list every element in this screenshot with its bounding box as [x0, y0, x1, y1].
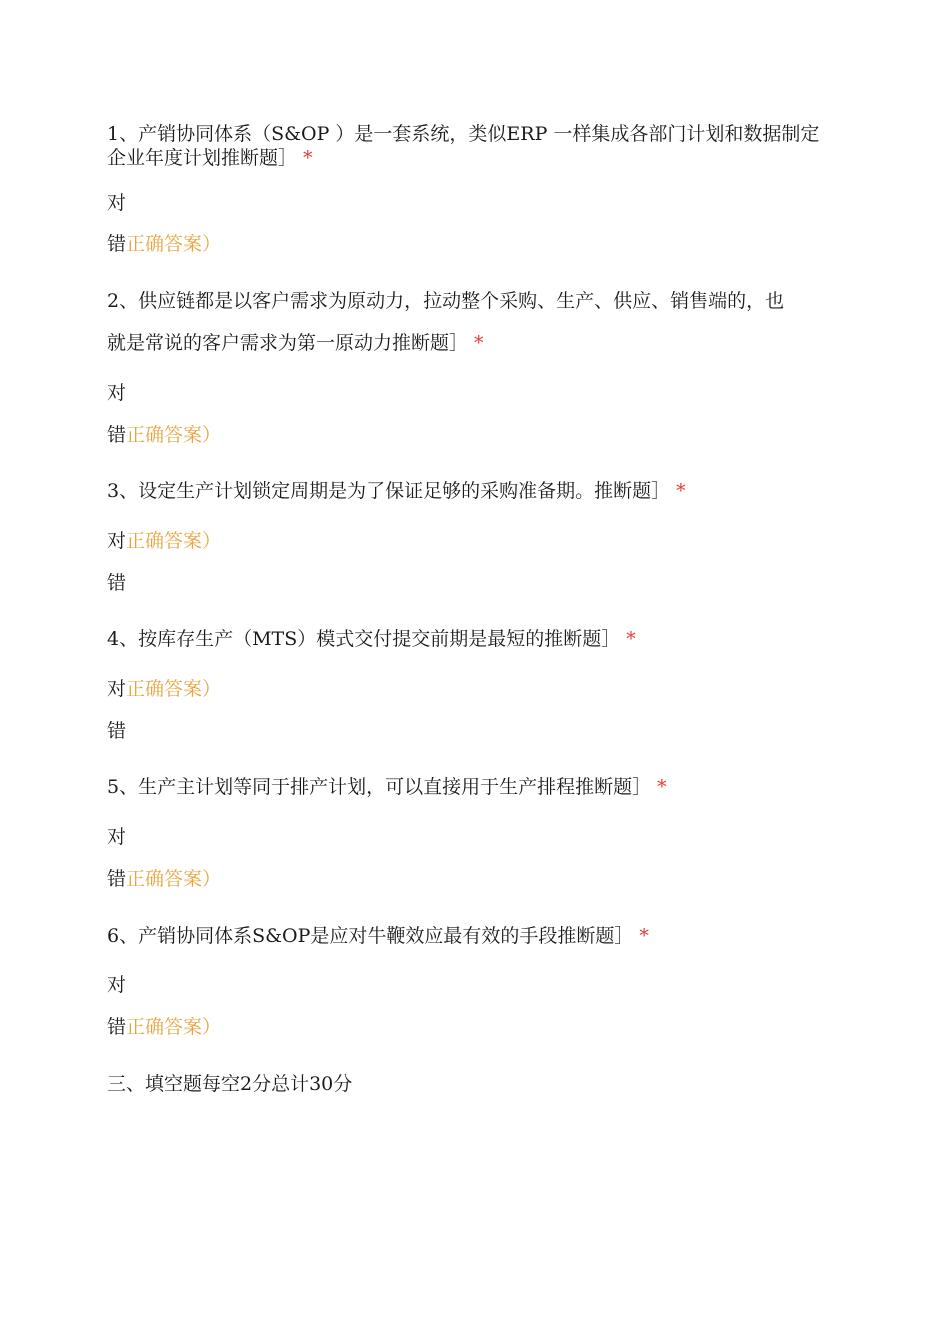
question-5-text: 5、生产主计划等同于排产计划，可以直接用于生产排程推断题］: [107, 776, 652, 798]
option-label: 对: [107, 678, 127, 700]
option-label: 对: [107, 826, 127, 848]
required-star: *: [676, 480, 686, 502]
question-6-line: [107, 924, 842, 948]
question-4-option-b: [107, 719, 842, 743]
option-label: 错: [107, 868, 127, 890]
question-2-line-1: [107, 289, 842, 313]
required-star: *: [474, 332, 484, 354]
question-5-option-a: [107, 825, 842, 849]
question-6-option-a: [107, 973, 842, 997]
correct-answer-note: 正确答案）: [126, 530, 222, 552]
question-1-text-1: 1、产销协同体系（S&OP ）是一套系统，类似ERP 一样集成各部门计划和数据制定: [107, 123, 820, 145]
question-2-line-2: [107, 331, 842, 355]
question-5-option-b: [107, 867, 842, 891]
required-star: *: [303, 147, 313, 169]
correct-answer-note: 正确答案）: [126, 678, 222, 700]
question-3-option-a: [107, 529, 842, 553]
question-1-line-2: [107, 146, 842, 170]
question-1-option-b: [107, 232, 842, 256]
required-star: *: [626, 628, 636, 650]
required-star: *: [639, 925, 649, 947]
question-1-option-a: [107, 191, 842, 215]
section-heading-text: 三、填空题每空2分总计30分: [107, 1073, 353, 1095]
correct-answer-note: 正确答案）: [126, 1016, 222, 1038]
option-label: 错: [107, 424, 127, 446]
required-star: *: [657, 776, 667, 798]
correct-answer-note: 正确答案）: [126, 424, 222, 446]
question-3-option-b: [107, 571, 842, 595]
question-2-text-2: 就是常说的客户需求为第一原动力推断题］: [107, 332, 469, 354]
question-1-line-1: [107, 122, 842, 146]
option-label: 错: [107, 572, 127, 594]
question-3-text: 3、设定生产计划锁定周期是为了保证足够的采购准备期。推断题］: [107, 480, 671, 502]
question-6-option-b: [107, 1015, 842, 1039]
option-label: 错: [107, 233, 127, 255]
question-2-option-b: [107, 423, 842, 447]
correct-answer-note: 正确答案）: [126, 233, 222, 255]
question-2-text-1: 2、供应链都是以客户需求为原动力，拉动整个采购、生产、供应、销售端的，也: [107, 290, 785, 312]
option-label: 对: [107, 192, 127, 214]
question-1-text-2: 企业年度计划推断题］: [107, 147, 298, 169]
question-3-line: [107, 479, 842, 503]
option-label: 错: [107, 1016, 127, 1038]
question-5-line: [107, 775, 842, 799]
question-4-option-a: [107, 677, 842, 701]
question-6-text: 6、产销协同体系S&OP是应对牛鞭效应最有效的手段推断题］: [107, 925, 634, 947]
option-label: 对: [107, 530, 127, 552]
section-heading: [107, 1072, 842, 1096]
question-4-line: [107, 627, 842, 651]
option-label: 对: [107, 974, 127, 996]
question-4-text: 4、按库存生产（MTS）模式交付提交前期是最短的推断题］: [107, 628, 621, 650]
correct-answer-note: 正确答案）: [126, 868, 222, 890]
option-label: 错: [107, 720, 127, 742]
option-label: 对: [107, 382, 127, 404]
question-2-option-a: [107, 381, 842, 405]
